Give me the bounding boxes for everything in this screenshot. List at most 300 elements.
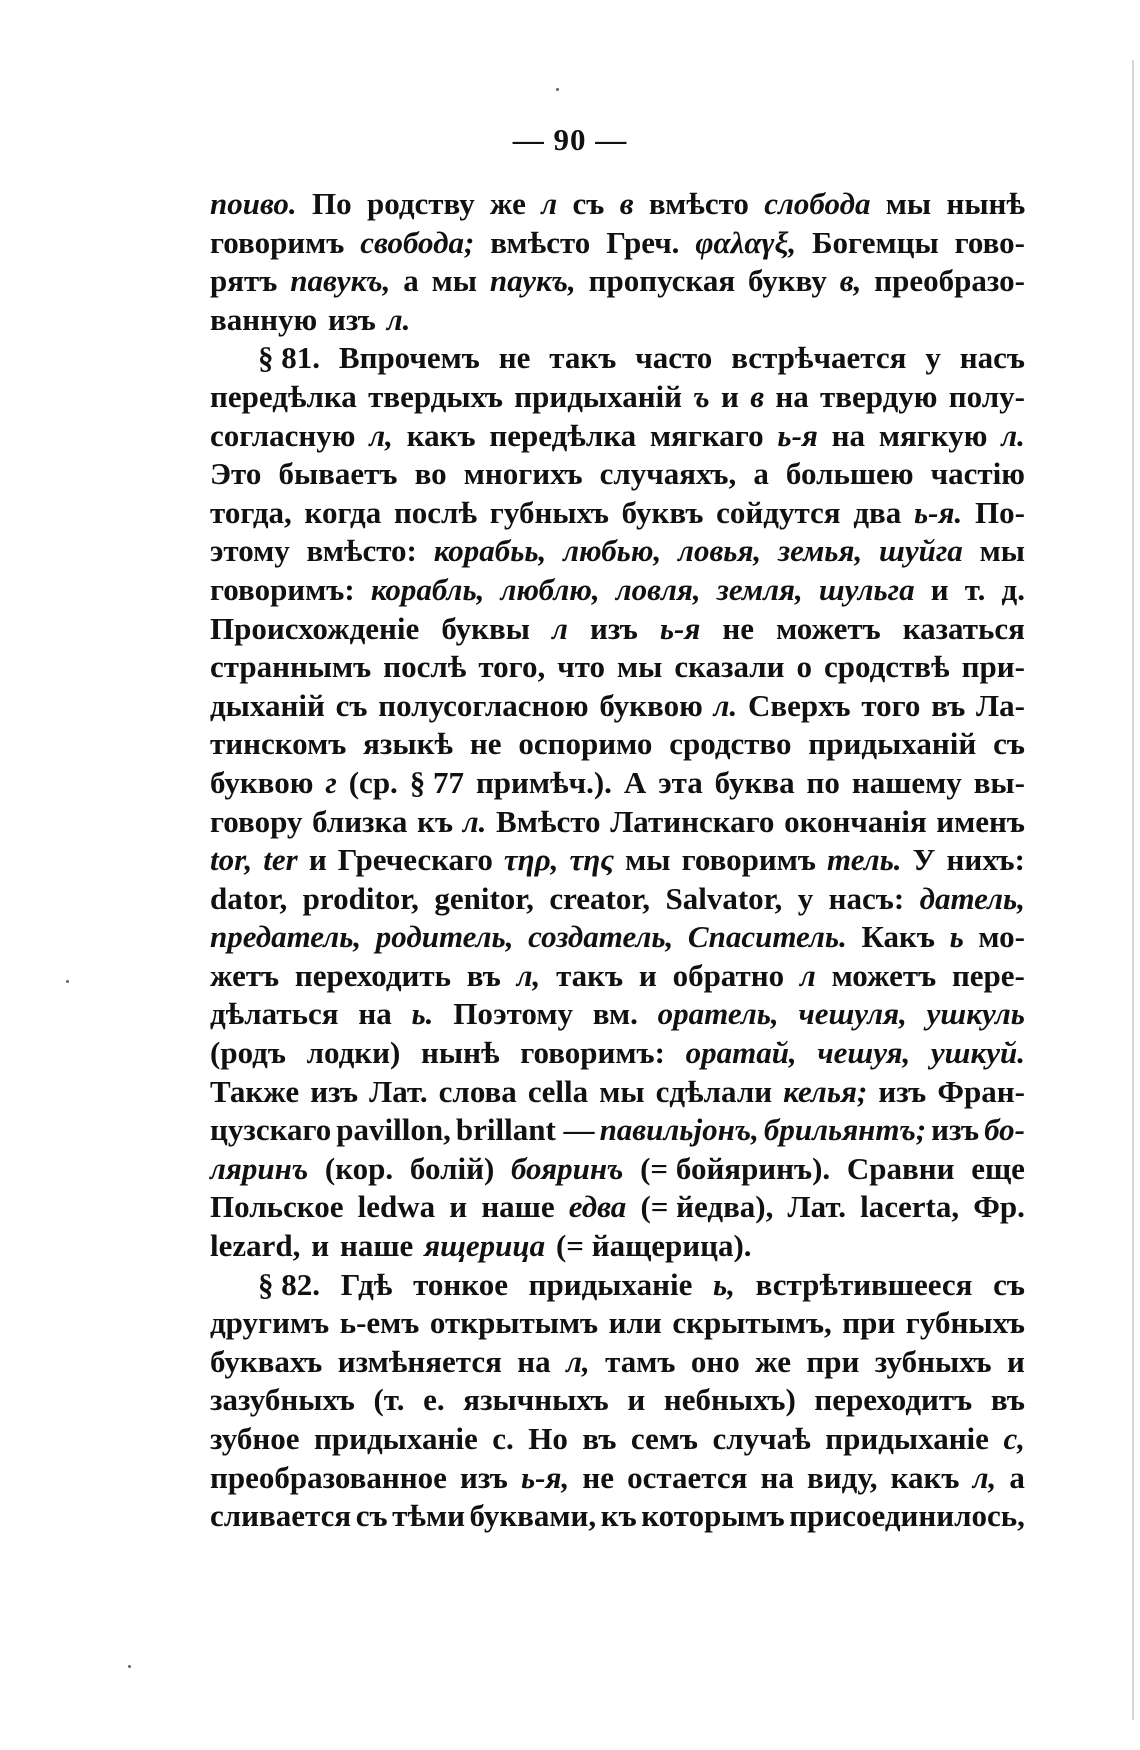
word: ушкуль — [926, 996, 1025, 1032]
word: Ла- — [976, 687, 1025, 723]
word: е. — [423, 1382, 445, 1418]
word: семъ — [630, 1421, 698, 1456]
word: у — [797, 880, 814, 916]
word: шульга — [818, 571, 915, 607]
word: § 77 — [409, 764, 464, 800]
word: случаяхъ, — [599, 456, 737, 492]
word: окончанія — [784, 803, 927, 839]
word: л, — [516, 957, 541, 993]
word: brillant — — [455, 1112, 595, 1148]
word: φαλαγξ, — [695, 224, 797, 260]
word: того — [861, 687, 921, 723]
word: § 81. — [258, 340, 320, 376]
word: придыханій — [808, 726, 977, 762]
word: ванную — [210, 301, 318, 337]
word: тѣми — [392, 1498, 465, 1534]
text-line — [210, 1227, 1025, 1266]
word: ь — [949, 919, 964, 955]
word: языкѣ — [363, 726, 454, 762]
word: бо- — [984, 1112, 1025, 1148]
text-line — [210, 1111, 1025, 1150]
word: Фр. — [973, 1189, 1025, 1225]
text-line — [210, 378, 1025, 417]
word: Греч. — [606, 224, 680, 260]
word: ь-я, — [521, 1459, 570, 1495]
word: не — [469, 726, 502, 762]
word: къ — [600, 1498, 637, 1534]
word: какъ — [406, 417, 476, 453]
word: наше — [339, 1228, 414, 1264]
text-line — [210, 1497, 1025, 1536]
word: ь. — [411, 996, 434, 1032]
text-line — [210, 301, 1025, 340]
word: Также — [210, 1073, 300, 1109]
word: язычныхъ — [463, 1382, 609, 1418]
word: еще — [971, 1150, 1025, 1186]
word: примѣч.). — [475, 764, 612, 800]
word: губныхъ — [905, 1305, 1025, 1341]
word: казаться — [902, 610, 1025, 646]
word: (= бойяринъ). — [640, 1150, 831, 1186]
text-line — [210, 571, 1025, 610]
word: По — [312, 186, 352, 221]
text-line — [210, 185, 1025, 224]
text-line — [210, 417, 1025, 456]
word: на — [358, 996, 392, 1032]
word: насъ — [959, 340, 1025, 376]
word: создатель, — [528, 919, 674, 955]
word: въ — [990, 1382, 1025, 1418]
word: встрѣтившееся — [755, 1266, 973, 1302]
word: этому — [210, 533, 290, 569]
word: вмѣсто: — [306, 533, 417, 569]
text-line — [210, 1034, 1025, 1073]
word: тамъ — [605, 1343, 676, 1379]
word: л, — [972, 1459, 997, 1495]
word: скрытымъ, — [672, 1305, 832, 1341]
word: полу- — [948, 378, 1025, 414]
word: бояринъ — [510, 1150, 624, 1186]
word: съ — [355, 1498, 388, 1534]
word: изъ — [310, 1073, 359, 1109]
word: по — [806, 764, 840, 800]
word: Сверхъ — [748, 687, 851, 723]
word: (= йащерица). — [555, 1228, 752, 1264]
word: dator, — [210, 880, 288, 916]
word: зубное — [210, 1421, 300, 1456]
word: съ — [335, 687, 368, 723]
word: и — [449, 1189, 468, 1225]
word: буква — [714, 764, 795, 800]
word: буквою — [210, 764, 314, 800]
word: страннымъ — [210, 649, 372, 685]
word: буквахъ — [210, 1343, 323, 1379]
print-speck — [66, 980, 69, 983]
page-number: — 90 — — [512, 122, 628, 157]
word: оспоримо — [518, 726, 653, 762]
text-line — [210, 841, 1025, 880]
word: земля, — [716, 571, 803, 607]
word: поиво. — [210, 186, 297, 221]
word: придыханіе — [528, 1266, 693, 1302]
word: в — [619, 186, 634, 221]
word: букву — [747, 263, 827, 299]
word: ъ — [693, 378, 710, 414]
word: келья; — [783, 1073, 868, 1109]
word: не — [722, 610, 755, 646]
word: мы — [599, 1073, 645, 1109]
word: тинскомъ — [210, 726, 347, 762]
word: такъ — [556, 957, 624, 993]
word: губныхъ — [489, 494, 609, 530]
word: ляринъ — [210, 1150, 309, 1186]
word: любью, — [563, 533, 662, 569]
word: т. — [964, 571, 986, 607]
word: creator, — [549, 880, 651, 916]
word: genitor, — [434, 880, 534, 916]
body-text — [210, 185, 1025, 1536]
word: пере- — [951, 957, 1025, 993]
word: на — [831, 417, 866, 453]
word: Сравни — [846, 1150, 955, 1186]
word: а — [403, 263, 419, 299]
word: твердыхъ — [368, 378, 503, 414]
word: оратель, — [657, 996, 779, 1032]
word: на — [775, 378, 809, 414]
word: того, — [478, 649, 546, 685]
word: близка — [312, 803, 408, 839]
word: передѣлка — [210, 378, 357, 414]
word: родству — [367, 186, 475, 221]
word: изъ — [328, 301, 376, 337]
word: По- — [974, 494, 1025, 530]
word: ящерица — [424, 1228, 546, 1264]
word: павукъ, — [290, 263, 391, 299]
word: нашему — [851, 764, 962, 800]
word: нихъ: — [946, 842, 1025, 878]
word: можетъ — [776, 610, 881, 646]
word: cella — [527, 1073, 589, 1109]
word: съ — [993, 1266, 1025, 1302]
word: обратно — [672, 957, 785, 993]
word: л, — [566, 1343, 590, 1379]
word: говоримъ — [210, 224, 345, 260]
word: въ — [582, 1421, 617, 1456]
word: зазубныхъ — [210, 1382, 355, 1418]
word: буквы — [441, 610, 530, 646]
word: слобода — [764, 186, 871, 221]
word: Поэтому — [453, 996, 573, 1032]
word: пропуская — [588, 263, 736, 299]
word: нынѣ — [946, 186, 1025, 221]
word: оратай, — [685, 1035, 797, 1071]
word: и — [308, 842, 327, 878]
word: ь-емъ — [339, 1305, 420, 1341]
word: другимъ — [210, 1305, 330, 1341]
word: полусогласною — [378, 687, 589, 723]
word: преобразо- — [874, 263, 1025, 299]
word: случаѣ — [712, 1421, 811, 1456]
word: дыханій — [210, 687, 325, 723]
word: § 82. — [258, 1266, 320, 1302]
word: родитель, — [375, 919, 514, 955]
text-line — [210, 1459, 1025, 1498]
word: у — [925, 340, 941, 376]
word: Лат. — [369, 1073, 428, 1109]
word: и — [638, 957, 657, 993]
text-line — [210, 532, 1025, 571]
word: сойдутся — [716, 494, 841, 530]
word: ушкуй. — [930, 1035, 1025, 1071]
text-line — [210, 339, 1025, 378]
word: и — [1007, 1343, 1025, 1379]
word: придыханій — [514, 378, 683, 414]
word: же — [755, 1343, 791, 1379]
word: л — [799, 957, 816, 993]
word: τηρ, — [503, 842, 559, 878]
word: два — [853, 494, 902, 530]
word: съ — [572, 186, 605, 221]
word: сродство — [669, 726, 792, 762]
word: тогда, — [210, 494, 292, 530]
word: въ — [931, 687, 966, 723]
text-line — [210, 610, 1025, 649]
word: при- — [961, 649, 1025, 685]
word: л. — [1001, 417, 1025, 453]
word: передѣлка — [489, 417, 637, 453]
word: ловья, — [678, 533, 762, 569]
word: такъ — [549, 340, 617, 376]
page-edge-shadow — [1132, 60, 1134, 1720]
word: л. — [462, 803, 487, 839]
word: της — [569, 842, 615, 878]
text-line — [210, 494, 1025, 533]
word: нынѣ — [421, 1035, 500, 1071]
word: Гдѣ — [340, 1266, 393, 1302]
word: можетъ — [831, 957, 937, 993]
word: говоримъ: — [520, 1035, 665, 1071]
text-line — [210, 803, 1025, 842]
word: бываетъ — [278, 456, 398, 492]
word: виду, — [807, 1459, 878, 1495]
word: мягкую — [878, 417, 988, 453]
word: буквъ — [621, 494, 704, 530]
word: часто — [635, 340, 713, 376]
word: ь-я — [659, 610, 701, 646]
word: насъ: — [828, 880, 905, 916]
word: остается — [627, 1459, 748, 1495]
word: ь-я. — [914, 494, 963, 530]
word: свобода; — [360, 224, 475, 260]
word: преобразованное — [210, 1459, 447, 1495]
word: шуйга — [879, 533, 963, 569]
word: Фран- — [937, 1073, 1025, 1109]
word: Греческаго — [337, 842, 493, 878]
text-line — [210, 1188, 1025, 1227]
word: сдѣлали — [655, 1073, 773, 1109]
word: же — [490, 186, 526, 221]
word: ledwa — [357, 1189, 436, 1225]
text-line — [210, 1073, 1025, 1112]
word: ловля, — [615, 571, 701, 607]
word: гово- — [954, 224, 1025, 260]
text-line — [210, 725, 1025, 764]
word: согласную — [210, 417, 356, 453]
word: оно — [690, 1343, 740, 1379]
word: при — [806, 1343, 860, 1379]
word: (= йедва), — [640, 1189, 774, 1225]
word: когда — [304, 494, 382, 530]
word: сказали — [674, 649, 785, 685]
word: Латинскаго — [610, 803, 775, 839]
word: земья, — [777, 533, 863, 569]
word: послѣ — [383, 649, 467, 685]
word: д. — [1001, 571, 1025, 607]
text-line — [210, 1304, 1025, 1343]
text-line — [210, 262, 1025, 301]
text-line — [210, 687, 1025, 726]
word: говоримъ: — [210, 571, 355, 607]
word: во — [414, 456, 447, 492]
word: частію — [930, 456, 1025, 492]
word: изъ — [459, 1459, 508, 1495]
word: и — [311, 1228, 330, 1264]
word: дѣлаться — [210, 996, 339, 1032]
word: (кор. — [324, 1150, 394, 1186]
word: многихъ — [463, 456, 583, 492]
text-line — [210, 1266, 1025, 1305]
word: рятъ — [210, 263, 278, 299]
word: большею — [785, 456, 914, 492]
word: с, — [1003, 1421, 1025, 1456]
word: датель, — [919, 880, 1025, 916]
word: переходить — [294, 957, 452, 993]
word: эта — [658, 764, 703, 800]
text-line — [210, 1420, 1025, 1459]
word: павильjонъ, — [599, 1112, 759, 1148]
word: съ — [993, 726, 1025, 762]
word: ь, — [713, 1266, 735, 1302]
word: л. — [713, 687, 738, 723]
word: (родъ — [210, 1035, 286, 1071]
word: изъ — [878, 1073, 927, 1109]
word: а — [1009, 1459, 1025, 1495]
word: именъ — [936, 803, 1025, 839]
word: люблю, — [500, 571, 600, 607]
word: ь-я — [777, 417, 818, 453]
word: говоримъ — [681, 842, 816, 878]
word: болій) — [409, 1150, 495, 1186]
word: переходитъ — [814, 1382, 973, 1418]
text-line — [210, 764, 1025, 803]
word: Впрочемъ — [338, 340, 480, 376]
word: pavillon, — [336, 1112, 451, 1148]
word: а — [753, 456, 769, 492]
word: Польское — [210, 1189, 344, 1225]
word: мо- — [978, 919, 1025, 955]
word: л. — [386, 301, 411, 337]
word: Богемцы — [812, 224, 939, 260]
word: при — [842, 1305, 896, 1341]
text-line — [210, 1381, 1025, 1420]
word: открытымъ — [429, 1305, 599, 1341]
word: proditor, — [302, 880, 419, 916]
word: корабьь, — [433, 533, 547, 569]
text-line — [210, 957, 1025, 996]
word: на — [517, 1343, 551, 1379]
word: Лат. — [787, 1189, 846, 1225]
word: и — [930, 571, 949, 607]
word: Это — [210, 456, 262, 492]
word: А — [623, 764, 647, 800]
word: вмѣсто — [490, 224, 591, 260]
word: къ — [417, 803, 454, 839]
word: придыханіе — [825, 1421, 989, 1456]
word: паукъ, — [489, 263, 576, 299]
word: lezard, — [210, 1228, 301, 1264]
word: и — [721, 378, 739, 414]
word: какъ — [890, 1459, 960, 1495]
word: ter — [263, 842, 298, 878]
word: в, — [839, 263, 862, 299]
text-line — [210, 1343, 1025, 1382]
word: мы — [979, 533, 1025, 569]
word: придыханіе — [314, 1421, 478, 1456]
word: жетъ — [210, 957, 280, 993]
word: л — [541, 186, 558, 221]
word: Но — [528, 1421, 568, 1456]
text-line — [210, 918, 1025, 957]
print-speck — [556, 88, 559, 91]
word: изъ — [589, 610, 638, 646]
word: мы — [885, 186, 932, 221]
word: присоединилось, — [789, 1498, 1025, 1534]
word: сродствѣ — [824, 649, 950, 685]
word: послѣ — [393, 494, 478, 530]
word: мягкаго — [649, 417, 764, 453]
word: изъ — [931, 1112, 980, 1148]
word: корабль, — [370, 571, 485, 607]
word: что — [557, 649, 606, 685]
word: брильянтъ; — [763, 1112, 927, 1148]
word: буквою — [599, 687, 703, 723]
word: Спаситель. — [687, 919, 847, 955]
word: тонкое — [413, 1266, 508, 1302]
word: мы — [625, 842, 671, 878]
word: Какъ — [861, 919, 935, 955]
word: У — [912, 842, 936, 878]
word: на — [760, 1459, 794, 1495]
word: которымъ — [641, 1498, 785, 1534]
word: сливается — [210, 1498, 352, 1534]
word: небныхъ) — [663, 1382, 796, 1418]
word: едва — [568, 1189, 627, 1225]
word: тель. — [827, 842, 902, 878]
text-line — [210, 995, 1025, 1034]
word: буквами, — [469, 1498, 597, 1534]
text-line — [210, 1150, 1025, 1189]
word: lacerta, — [860, 1189, 960, 1225]
word: не — [498, 340, 531, 376]
text-line — [210, 224, 1025, 263]
text-line — [210, 455, 1025, 494]
word: въ — [466, 957, 501, 993]
text-line — [210, 648, 1025, 687]
word: мы — [431, 263, 477, 299]
word: Происхожденіе — [210, 610, 420, 646]
word: твердую — [820, 378, 938, 414]
word: чешуля, — [798, 996, 907, 1032]
